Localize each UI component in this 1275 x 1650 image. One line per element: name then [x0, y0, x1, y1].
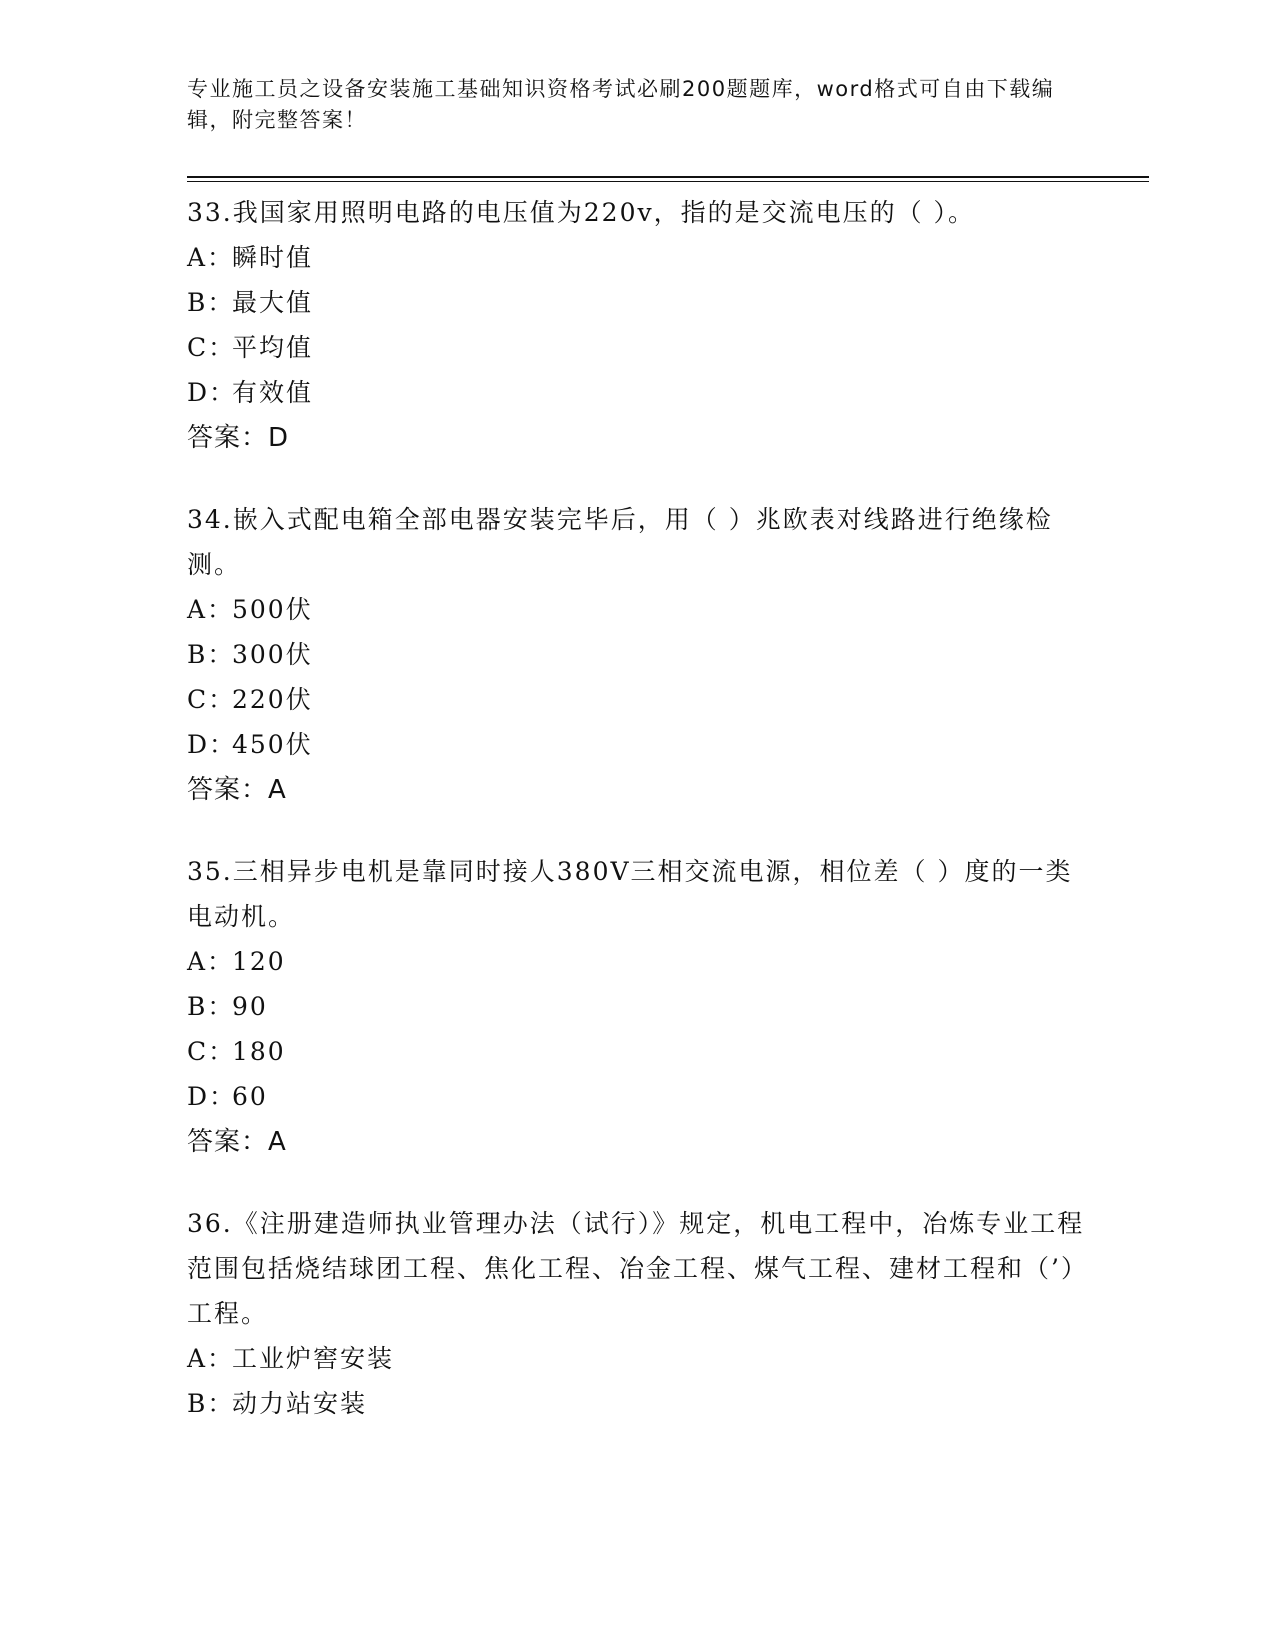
option-d — [187, 722, 1087, 767]
option-text: 工业炉窖安装 — [232, 1344, 395, 1373]
question-item — [187, 497, 1087, 813]
question-item — [187, 190, 1087, 461]
option-a — [187, 1336, 1087, 1381]
header-divider-thin — [187, 181, 1149, 182]
option-key: D： — [187, 1082, 237, 1111]
option-key: A： — [187, 947, 235, 976]
option-text: 60 — [232, 1082, 268, 1111]
option-a — [187, 939, 1087, 984]
option-key: C： — [187, 685, 236, 714]
option-d — [187, 370, 1087, 415]
option-text: 180 — [232, 1037, 286, 1066]
question-item — [187, 849, 1087, 1165]
option-text: 最大值 — [232, 288, 314, 317]
option-d — [187, 1074, 1087, 1119]
option-key: A： — [187, 595, 235, 624]
option-text: 动力站安装 — [232, 1389, 368, 1418]
option-b — [187, 1381, 1087, 1426]
option-text: 有效值 — [232, 378, 314, 407]
document-header: 专业施工员之设备安装施工基础知识资格考试必刷200题题库，word格式可自由下载编辑，附完整答案！ — [187, 77, 1055, 132]
option-b — [187, 280, 1087, 325]
question-text: 36.《注册建造师执业管理办法（试行）》规定，机电工程中，冶炼专业工程范围包括烧结球团工程、焦化工程、冶金工程、煤气工程、建材工程和（’）工程。 — [187, 1209, 1085, 1328]
question-text: 34.嵌入式配电箱全部电器安装完毕后，用（ ）兆欧表对线路进行绝缘检测。 — [187, 505, 1053, 579]
answer-text: 答案：D — [187, 423, 290, 453]
question-text: 33.我国家用照明电路的电压值为220v，指的是交流电压的（ ）。 — [187, 198, 976, 227]
option-a — [187, 235, 1087, 280]
option-text: 平均值 — [232, 333, 314, 362]
option-text: 瞬时值 — [232, 243, 314, 272]
option-c — [187, 325, 1087, 370]
option-b — [187, 632, 1087, 677]
option-c — [187, 677, 1087, 722]
option-key: A： — [187, 243, 235, 272]
option-key: B： — [187, 1389, 235, 1418]
option-c — [187, 1029, 1087, 1074]
option-text: 500伏 — [232, 595, 313, 624]
option-b — [187, 984, 1087, 1029]
option-a — [187, 587, 1087, 632]
option-key: A： — [187, 1344, 235, 1373]
header-divider-thick — [187, 176, 1149, 178]
question-text: 35.三相异步电机是靠同时接人380V三相交流电源，相位差（ ）度的一类电动机。 — [187, 857, 1073, 931]
option-text: 450伏 — [232, 730, 313, 759]
answer-text: 答案：A — [187, 775, 287, 805]
option-key: B： — [187, 640, 235, 669]
option-key: C： — [187, 333, 236, 362]
option-key: B： — [187, 992, 235, 1021]
option-text: 90 — [232, 992, 268, 1021]
question-item — [187, 1201, 1087, 1426]
option-text: 120 — [232, 947, 286, 976]
question-list — [187, 190, 1087, 1462]
option-key: B： — [187, 288, 235, 317]
answer-text: 答案：A — [187, 1127, 287, 1157]
option-key: D： — [187, 730, 237, 759]
option-key: D： — [187, 378, 237, 407]
option-text: 300伏 — [232, 640, 313, 669]
option-key: C： — [187, 1037, 236, 1066]
option-text: 220伏 — [232, 685, 313, 714]
